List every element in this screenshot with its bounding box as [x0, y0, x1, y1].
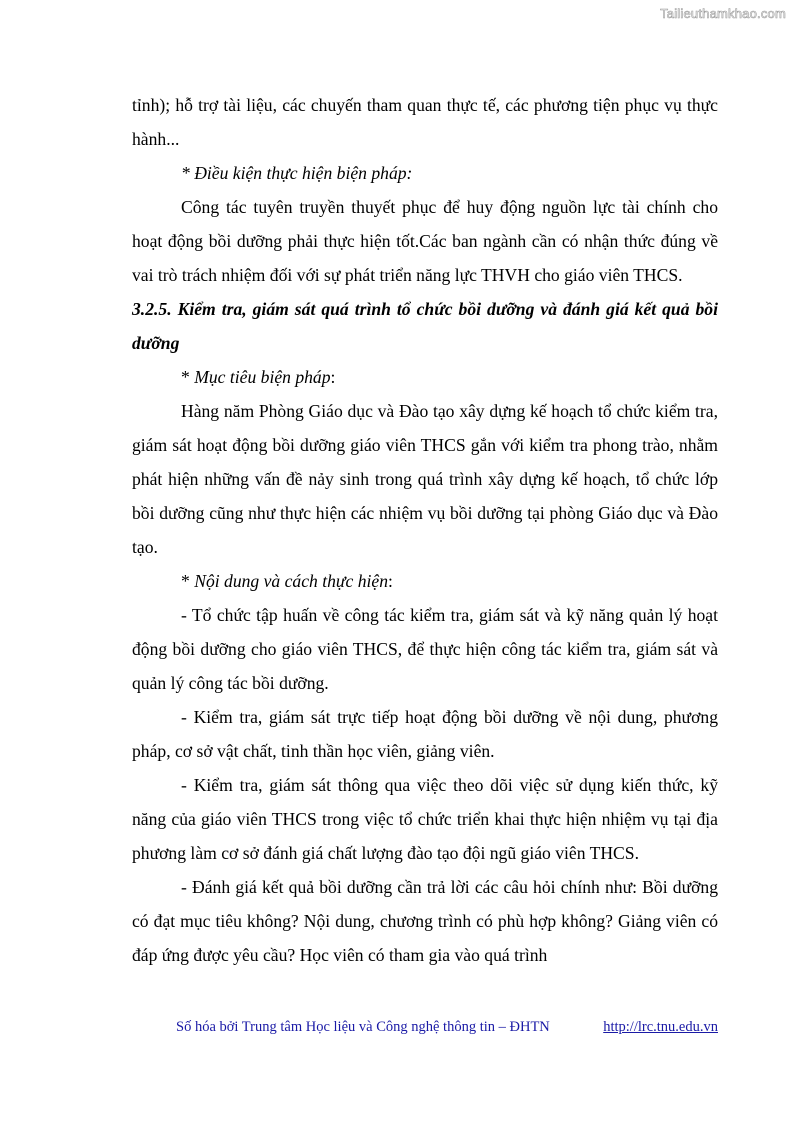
p4-suffix: : — [330, 367, 336, 387]
paragraph-6-content — [132, 564, 718, 598]
paragraph-5: Hàng năm Phòng Giáo dục và Đào tạo xây dựng kế hoạch tổ chức kiểm tra, giám sát hoạt động bồi dưỡng giáo viên THCS gắn với kiểm tra phong trào, nhằm phát hiện những vấn đề nảy sinh trong quá trình xây dựng kế hoạch, tổ chức lớp bồi dưỡng cũng như thực hiện các nhiệm vụ bồi dưỡng tại phòng Giáo dục và Đào tạo. — [132, 401, 718, 557]
section-heading-3-2-5: 3.2.5. Kiểm tra, giám sát quá trình tổ chức bồi dưỡng và đánh giá kết quả bồi dưỡng — [132, 299, 718, 353]
paragraph-7: - Tổ chức tập huấn về công tác kiểm tra, giám sát và kỹ năng quản lý hoạt động bồi dưỡng cho giáo viên THCS, để thực hiện công tác kiểm tra, giám sát và quản lý công tác bồi dưỡng. — [132, 605, 718, 693]
p6-suffix: : — [388, 571, 393, 591]
p6-label: Nội dung và cách thực hiện — [194, 571, 389, 591]
p4-label: Mục tiêu biện pháp — [194, 367, 331, 387]
paragraph-9: - Kiểm tra, giám sát thông qua việc theo dõi việc sử dụng kiến thức, kỹ năng của giáo viên THCS trong việc tổ chức triển khai thực hiện nhiệm vụ tại địa phương làm cơ sở đánh giá chất lượng đào tạo đội ngũ giáo viên THCS. — [132, 775, 718, 863]
paragraph-10: - Đánh giá kết quả bồi dưỡng cần trả lời các câu hỏi chính như: Bồi dưỡng có đạt mục tiêu không? Nội dung, chương trình có phù hợp không? Giảng viên có đáp ứng được yêu cầu? Học viên có tham gia vào quá trình — [132, 877, 718, 965]
watermark: Tailieuthamkhao.com — [660, 6, 786, 21]
footer-link[interactable]: http://lrc.tnu.edu.vn — [603, 1019, 718, 1035]
p6-prefix: * — [181, 571, 195, 591]
page-footer — [176, 1019, 718, 1036]
paragraph-2-condition-heading: * Điều kiện thực hiện biện pháp: — [181, 163, 413, 183]
p4-prefix: * — [181, 367, 195, 387]
document-body — [132, 88, 718, 972]
footer-text: Số hóa bởi Trung tâm Học liệu và Công nghệ thông tin – ĐHTN — [176, 1019, 550, 1035]
paragraph-1: tỉnh); hỗ trợ tài liệu, các chuyến tham quan thực tế, các phương tiện phục vụ thực hành... — [132, 95, 718, 149]
paragraph-8: - Kiểm tra, giám sát trực tiếp hoạt động bồi dưỡng về nội dung, phương pháp, cơ sở vật chất, tinh thần học viên, giảng viên. — [132, 707, 718, 761]
paragraph-3: Công tác tuyên truyền thuyết phục để huy động nguồn lực tài chính cho hoạt động bồi dưỡng phải thực hiện tốt.Các ban ngành cần có nhận thức đúng về vai trò trách nhiệm đối với sự phát triển năng lực THVH cho giáo viên THCS. — [132, 197, 718, 285]
paragraph-4-objective — [132, 360, 718, 394]
